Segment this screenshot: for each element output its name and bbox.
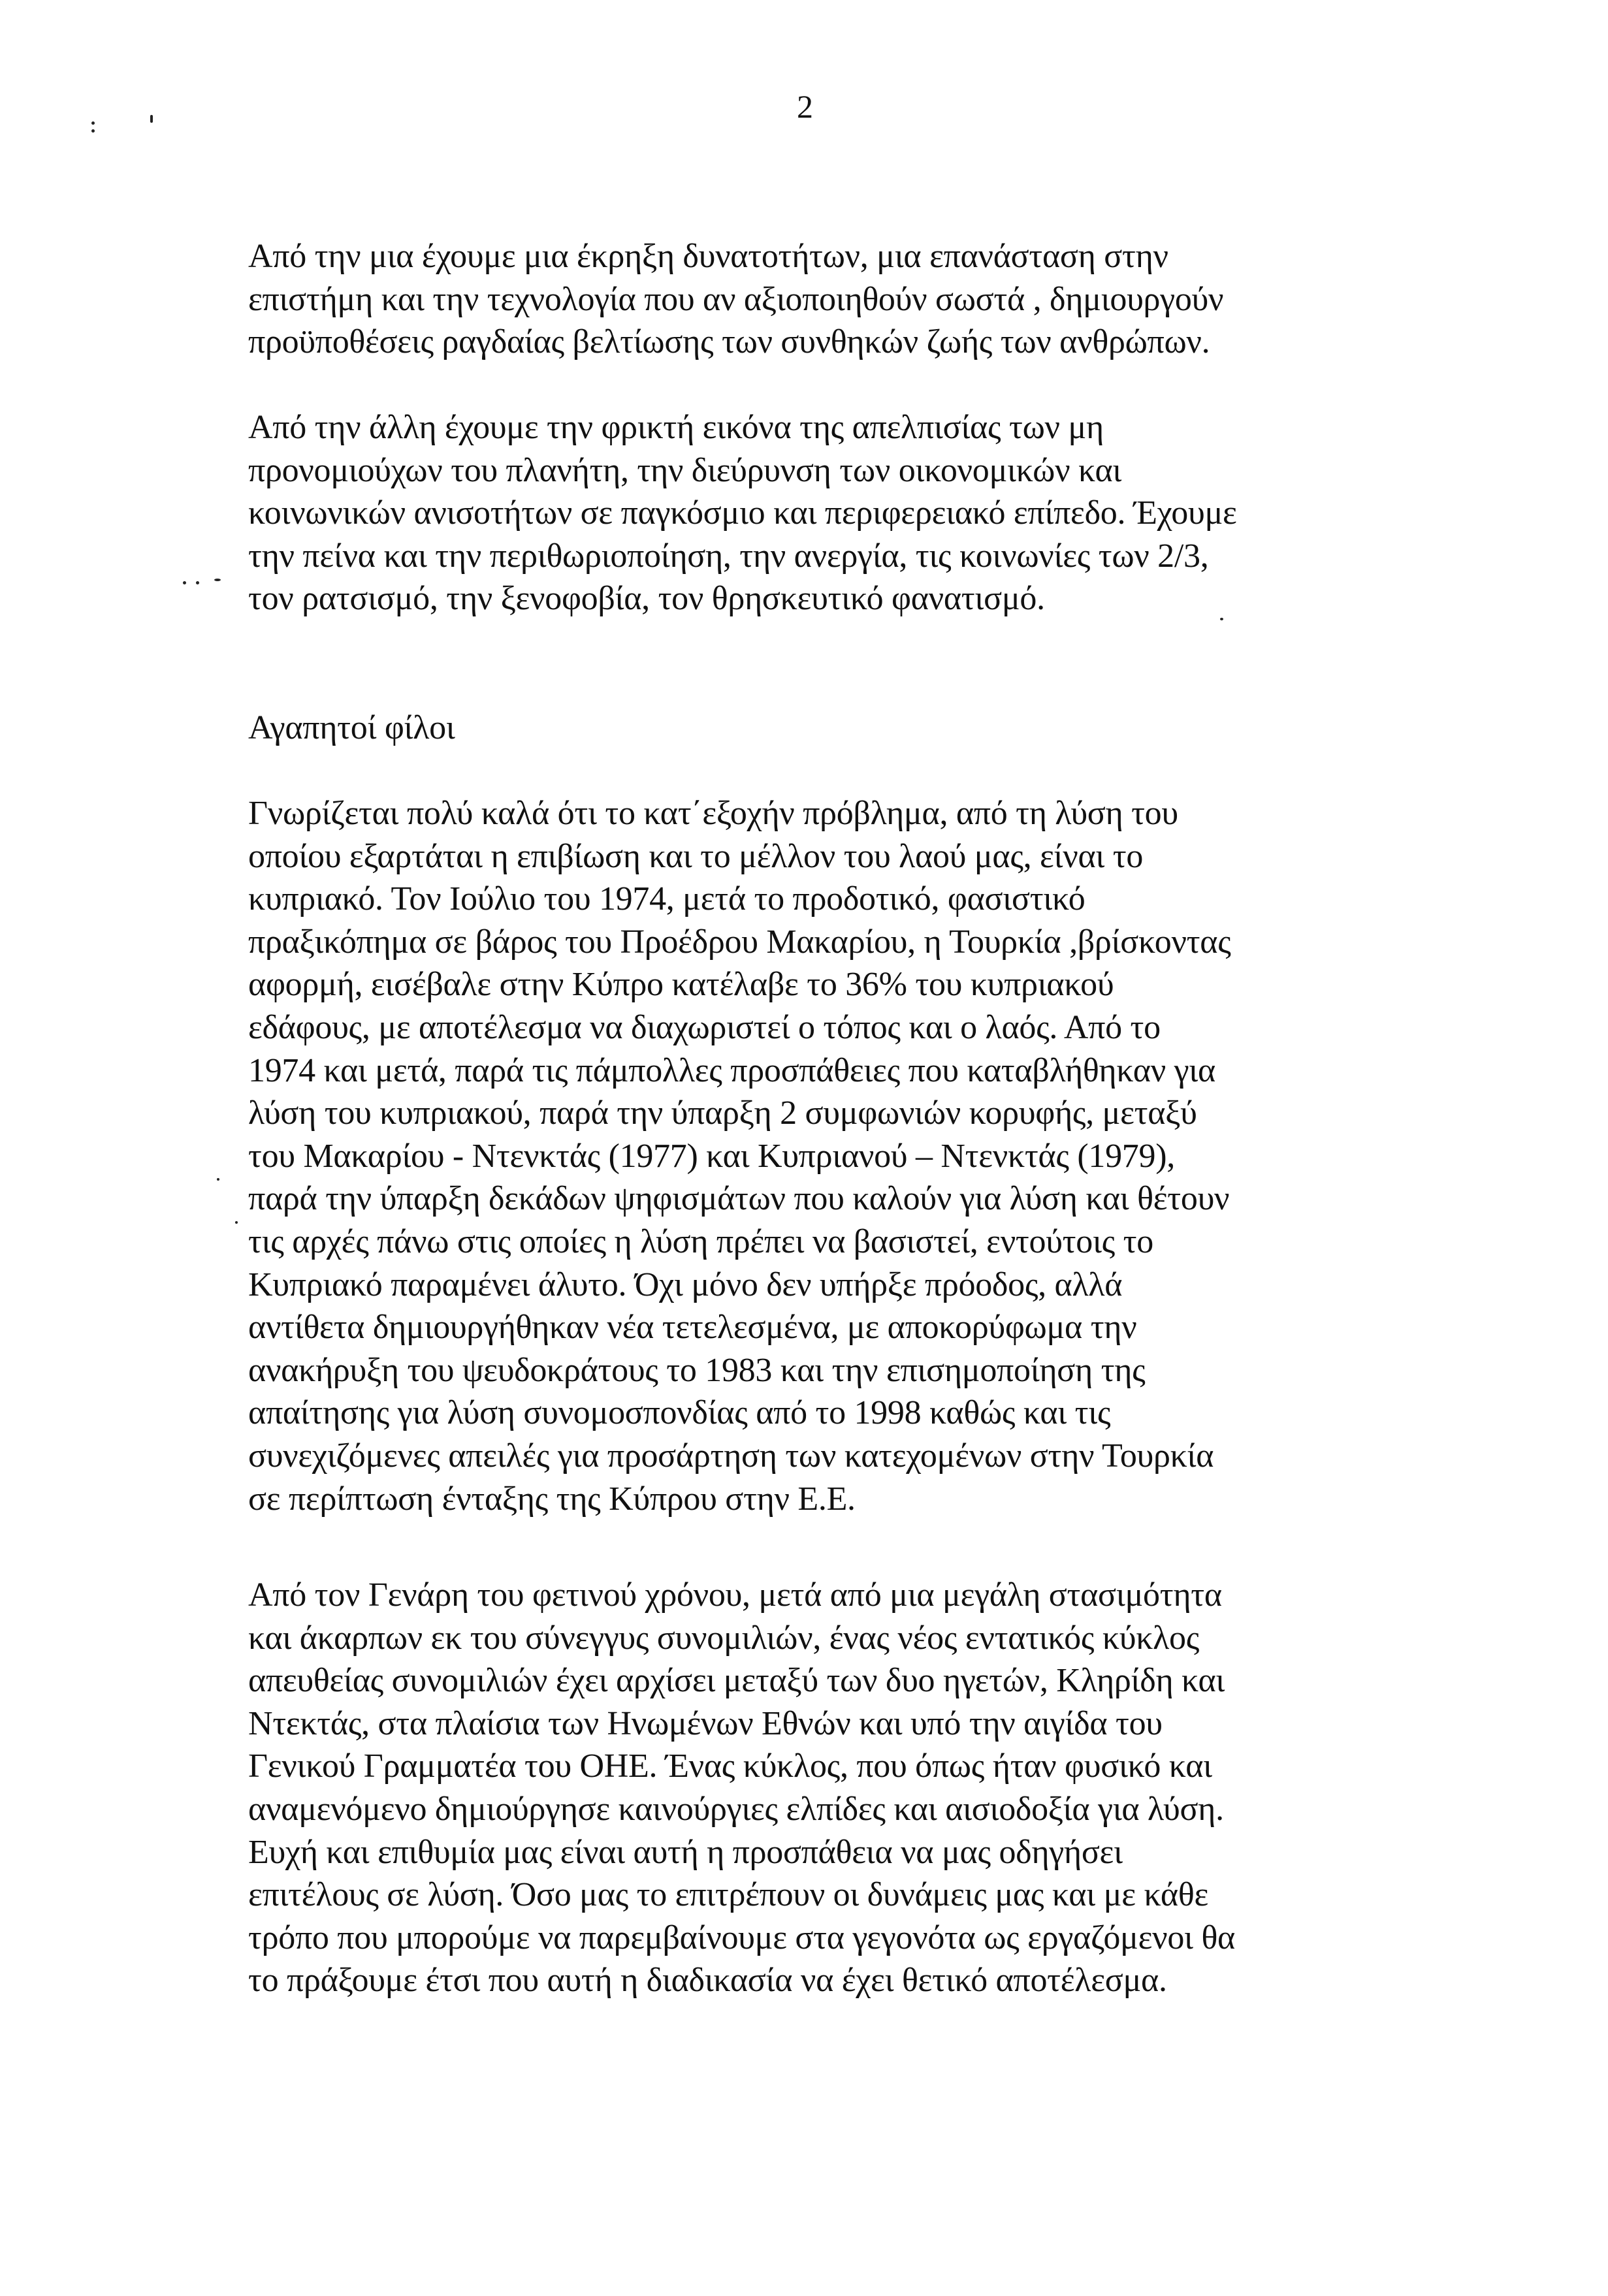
paragraph-2 [248, 406, 1424, 620]
page-number: 2 [797, 88, 813, 125]
text-line: Από τον Γενάρη του φετινού χρόνου, μετά από μια μεγάλη στασιμότητα [248, 1576, 1222, 1614]
paragraph-4 [248, 1574, 1424, 2002]
text-line: επιστήμη και την τεχνολογία που αν αξιοποιηθούν σωστά , δημιουργούν [248, 280, 1224, 318]
text-line: 1974 και μετά, παρά τις πάμπολλες προσπάθειες που καταβλήθηκαν για [248, 1051, 1215, 1089]
text-line: προνομιούχων του πλανήτη, την διεύρυνση των οικονομικών και [248, 451, 1122, 489]
text-line: το πράξουμε έτσι που αυτή η διαδικασία να έχει θετικό αποτέλεσμα. [248, 1962, 1167, 2000]
text-line: τρόπο που μπορούμε να παρεμβαίνουμε στα γεγονότα ως εργαζόμενοι θα [248, 1919, 1236, 1956]
text-line: αναμενόμενο δημιούργησε καινούργιες ελπίδες και αισιοδοξία για λύση. [248, 1790, 1224, 1828]
text-line: και άκαρπων εκ του σύνεγγυς συνομιλιών, ένας νέος εντατικός κύκλος [248, 1619, 1200, 1657]
paragraph-3 [248, 792, 1424, 1520]
text-line: Από την μια έχουμε μια έκρηξη δυνατοτήτων, μια επανάσταση στην [248, 238, 1168, 275]
scan-speck [235, 1221, 238, 1224]
scan-speck [183, 581, 186, 584]
text-line: επιτέλους σε λύση. Όσο μας το επιτρέπουν οι δυνάμεις μας και με κάθε [248, 1876, 1208, 1914]
text-line: τις αρχές πάνω στις οποίες η λύση πρέπει να βασιστεί, εντούτοις το [248, 1222, 1153, 1260]
scan-speck [91, 121, 95, 125]
text-line: ανακήρυξη του ψευδοκράτους το 1983 και την επισημοποίηση της [248, 1351, 1146, 1389]
text-line: Γνωρίζεται πολύ καλά ότι το κατ΄εξοχήν πρόβλημα, από τη λύση του [248, 795, 1178, 832]
text-line: σε περίπτωση ένταξης της Κύπρου στην Ε.Ε. [248, 1480, 856, 1518]
text-line: τον ρατσισμό, την ξενοφοβία, τον θρησκευτικό φανατισμό. [248, 580, 1045, 618]
text-line: απαίτησης για λύση συνομοσπονδίας από το 1998 καθώς και τις [248, 1394, 1111, 1432]
text-line: Ευχή και επιθυμία μας είναι αυτή η προσπάθεια να μας οδηγήσει [248, 1833, 1123, 1871]
text-line: εδάφους, με αποτέλεσμα να διαχωριστεί ο τόπος και ο λαός. Από το [248, 1008, 1161, 1046]
text-line: του Μακαρίου - Ντενκτάς (1977) και Κυπριανού – Ντενκτάς (1979), [248, 1137, 1175, 1175]
text-line: κυπριακό. Τον Ιούλιο του 1974, μετά το προδοτικό, φασιστικό [248, 880, 1085, 918]
scan-speck [217, 1178, 219, 1181]
salutation-text: Αγαπητοί φίλοι [248, 709, 455, 746]
text-line: αντίθετα δημιουργήθηκαν νέα τετελεσμένα, με αποκορύφωμα την [248, 1309, 1137, 1347]
paragraph-1 [248, 235, 1424, 364]
text-line: απευθείας συνομιλιών έχει αρχίσει μεταξύ των δυο ηγετών, Κληρίδη και [248, 1662, 1225, 1700]
scan-speck [196, 581, 199, 584]
text-line: Ντεκτάς, στα πλαίσια των Ηνωμένων Εθνών και υπό την αιγίδα του [248, 1704, 1163, 1742]
text-line: κοινωνικών ανισοτήτων σε παγκόσμιο και περιφερειακό επίπεδο. Έχουμε [248, 494, 1237, 532]
text-line: Γενικού Γραμματέα του ΟΗΕ. Ένας κύκλος, που όπως ήταν φυσικό και [248, 1747, 1212, 1785]
scan-speck [91, 129, 95, 133]
text-line: Από την άλλη έχουμε την φρικτή εικόνα της απελπισίας των μη [248, 409, 1104, 446]
scan-speck [214, 579, 221, 581]
text-line: συνεχιζόμενες απειλές για προσάρτηση των κατεχομένων στην Τουρκία [248, 1437, 1214, 1475]
scan-speck [150, 115, 153, 123]
text-line: αφορμή, εισέβαλε στην Κύπρο κατέλαβε το 36% του κυπριακού [248, 966, 1114, 1004]
text-line: προϋποθέσεις ραγδαίας βελτίωσης των συνθηκών ζωής των ανθρώπων. [248, 323, 1210, 361]
text-line: Κυπριακό παραμένει άλυτο. Όχι μόνο δεν υπήρξε πρόοδος, αλλά [248, 1266, 1123, 1303]
text-line: την πείνα και την περιθωριοποίηση, την ανεργία, τις κοινωνίες των 2/3, [248, 537, 1209, 575]
text-line: πραξικόπημα σε βάρος του Προέδρου Μακαρίου, η Τουρκία ,βρίσκοντας [248, 923, 1231, 961]
text-line: λύση του κυπριακού, παρά την ύπαρξη 2 συμφωνιών κορυφής, μεταξύ [248, 1094, 1197, 1132]
salutation [248, 707, 1424, 750]
text-line: παρά την ύπαρξη δεκάδων ψηφισμάτων που καλούν για λύση και θέτουν [248, 1180, 1230, 1218]
text-line: οποίου εξαρτάται η επιβίωση και το μέλλον του λαού μας, είναι το [248, 837, 1144, 875]
